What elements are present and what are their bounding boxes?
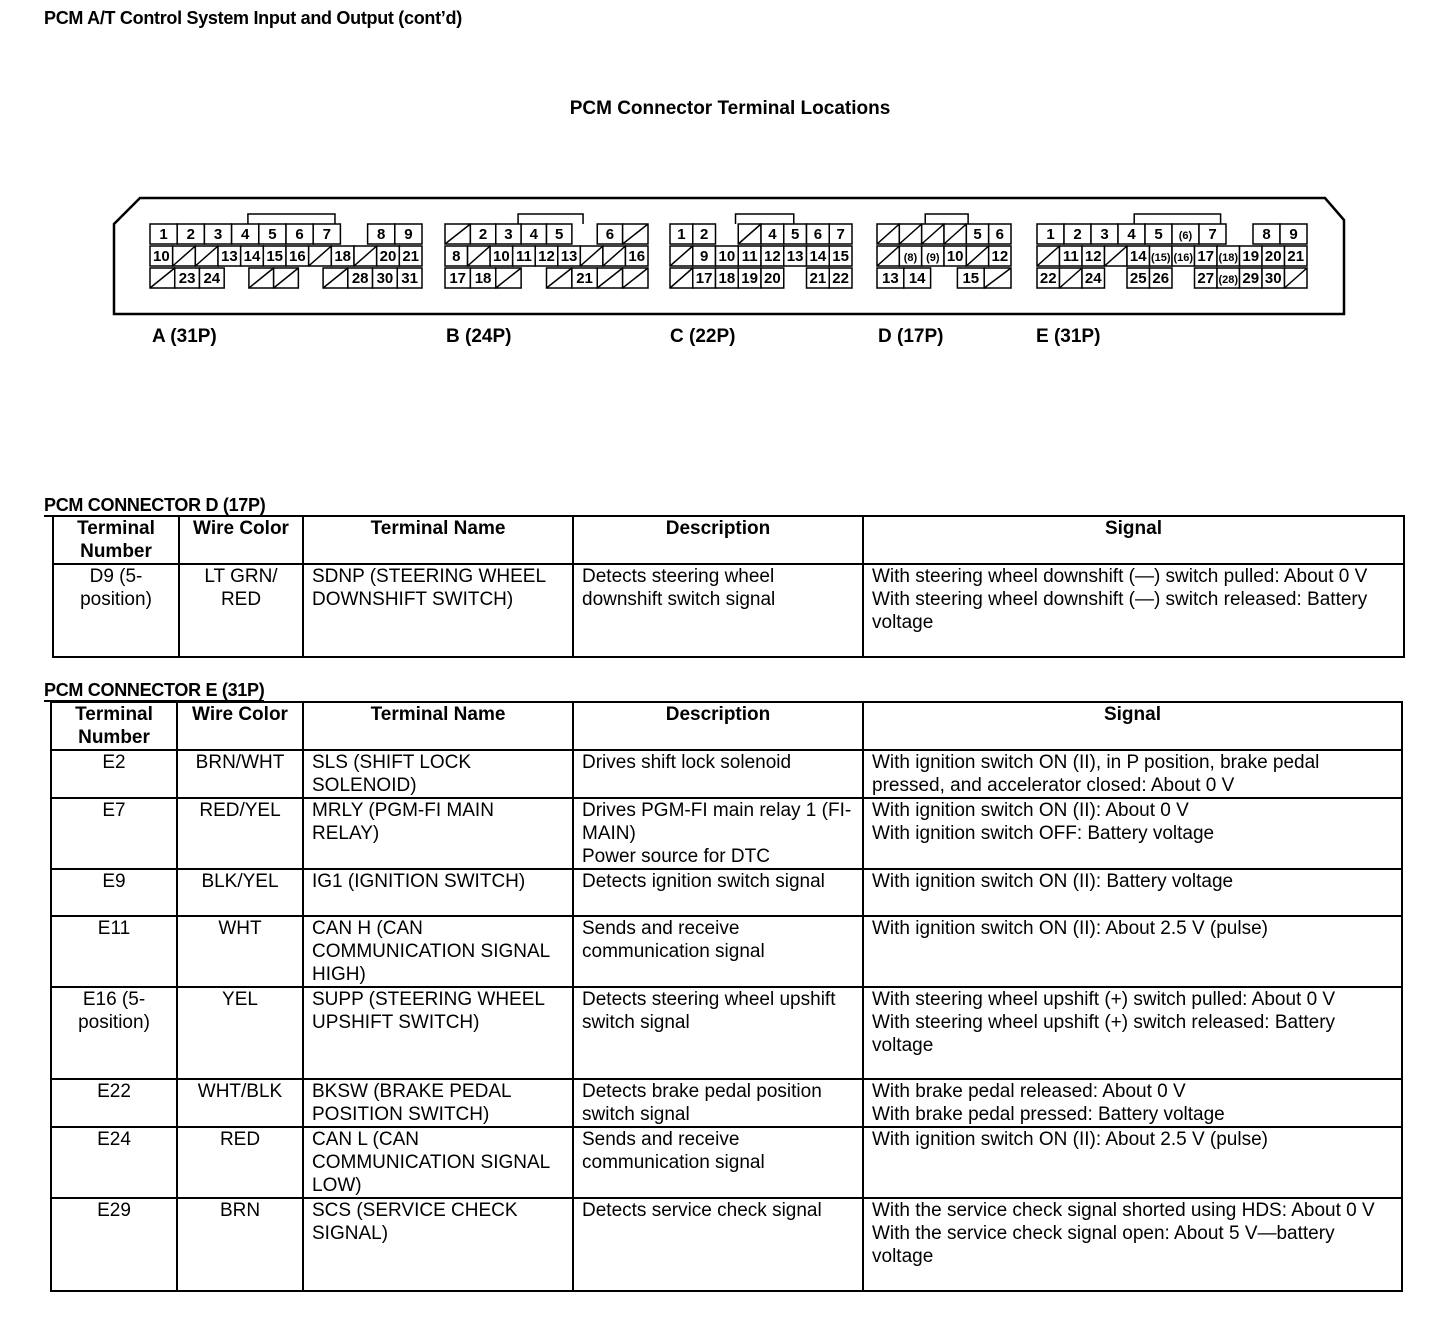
pin-cell	[807, 246, 830, 266]
pin-cell	[513, 246, 536, 266]
svg-text:12: 12	[764, 248, 781, 265]
pin-cell	[1150, 246, 1173, 266]
signal: With steering wheel upshift (+) switch pulled: About 0 V With steering wheel upshift (+) switch released: Battery voltage	[863, 987, 1402, 1079]
header-terminal-name: Terminal Name	[303, 516, 573, 564]
signal: With ignition switch ON (II): About 2.5 V (pulse)	[863, 1127, 1402, 1198]
pin-cell	[716, 268, 739, 288]
svg-text:18: 18	[334, 248, 352, 265]
pin-blank	[984, 268, 1011, 288]
description: Detects service check signal	[573, 1198, 863, 1291]
wire-color: RED	[177, 1127, 303, 1198]
pin-blank	[309, 246, 332, 266]
terminal-number: E7	[51, 798, 177, 869]
pin-blank	[274, 268, 299, 288]
pin-cell	[738, 268, 761, 288]
signal: With ignition switch ON (II), in P position, brake pedal pressed, and accelerator closed: About 0 V	[863, 750, 1402, 798]
terminal-number: E29	[51, 1198, 177, 1291]
pin-blank	[899, 224, 921, 244]
pin-cell	[625, 246, 648, 266]
pin-cell	[1037, 224, 1064, 244]
pin-cell	[377, 246, 400, 266]
connector-d-title: PCM CONNECTOR D (17P)	[44, 495, 266, 515]
pin-cell	[286, 224, 313, 244]
pin-cell	[829, 268, 852, 288]
svg-text:2: 2	[1073, 226, 1082, 243]
pin-cell	[368, 224, 395, 244]
svg-text:15: 15	[962, 270, 980, 287]
description: Detects brake pedal position switch signal	[573, 1079, 863, 1127]
pin-cell	[150, 224, 177, 244]
signal: With the service check signal shorted using HDS: About 0 V With the service check signal open: About 5 V—battery voltage	[863, 1198, 1402, 1291]
pin-cell	[693, 246, 716, 266]
pin-blank	[597, 268, 622, 288]
connector-diagram	[110, 192, 1350, 322]
svg-text:20: 20	[1264, 248, 1282, 265]
svg-text:17: 17	[449, 270, 467, 287]
terminal-name: MRLY (PGM-FI MAIN RELAY)	[303, 798, 573, 869]
svg-text:13: 13	[220, 248, 238, 265]
svg-text:11: 11	[741, 248, 758, 265]
svg-text:14: 14	[1129, 248, 1147, 265]
header-wire-color: Wire Color	[179, 516, 303, 564]
svg-text:21: 21	[1287, 248, 1305, 265]
svg-text:29: 29	[1242, 270, 1260, 287]
svg-text:(9): (9)	[926, 252, 940, 264]
svg-text:28: 28	[351, 270, 369, 287]
svg-text:13: 13	[786, 248, 804, 265]
description: Sends and receive communication signal	[573, 916, 863, 987]
svg-text:13: 13	[882, 270, 899, 287]
pin-cell	[989, 246, 1011, 266]
svg-text:5: 5	[790, 226, 800, 243]
svg-text:4: 4	[241, 226, 250, 243]
pin-cell	[1091, 224, 1118, 244]
svg-text:(16): (16)	[1173, 252, 1194, 264]
pin-blank	[1285, 268, 1308, 288]
pin-cell	[572, 268, 597, 288]
connector-d-label: D (17P)	[878, 326, 944, 347]
pin-cell	[331, 246, 354, 266]
pin-blank	[1037, 246, 1060, 266]
header-signal: Signal	[863, 516, 1404, 564]
pin-cell	[373, 268, 398, 288]
pin-cell	[177, 224, 204, 244]
svg-text:10: 10	[946, 248, 964, 265]
table-row	[51, 798, 1402, 869]
svg-text:4: 4	[1127, 226, 1136, 243]
svg-text:11: 11	[1062, 248, 1079, 265]
pin-blank	[354, 246, 377, 266]
connector-latch	[1134, 214, 1220, 224]
description: Detects steering wheel upshift switch signal	[573, 987, 863, 1079]
svg-text:19: 19	[741, 270, 758, 287]
pin-cell	[445, 246, 468, 266]
pin-cell	[1262, 246, 1285, 266]
svg-text:11: 11	[516, 248, 532, 265]
wire-color: BLK/YEL	[177, 869, 303, 916]
svg-text:7: 7	[836, 226, 845, 243]
pin-cell	[784, 246, 807, 266]
pin-cell	[496, 224, 521, 244]
svg-text:12: 12	[991, 248, 1009, 265]
description: Drives shift lock solenoid	[573, 750, 863, 798]
pin-blank	[966, 246, 988, 266]
svg-text:2: 2	[186, 226, 195, 243]
pin-cell	[807, 268, 830, 288]
terminal-name: BKSW (BRAKE PEDAL POSITION SWITCH)	[303, 1079, 573, 1127]
terminal-number: E22	[51, 1079, 177, 1127]
svg-text:22: 22	[832, 270, 849, 287]
pin-cell	[1172, 224, 1199, 244]
pin-cell	[535, 246, 558, 266]
pin-cell	[738, 246, 761, 266]
pin-cell	[693, 224, 716, 244]
pin-blank	[877, 224, 899, 244]
svg-text:10: 10	[493, 248, 510, 265]
pin-blank	[1060, 268, 1083, 288]
pin-cell	[1172, 246, 1195, 266]
table-row	[51, 1079, 1402, 1127]
svg-text:14: 14	[809, 248, 827, 265]
pin-cell	[1199, 224, 1226, 244]
svg-text:6: 6	[295, 226, 304, 243]
pin-cell	[784, 224, 807, 244]
pin-cell	[966, 224, 988, 244]
svg-text:5: 5	[973, 226, 982, 243]
pin-cell	[199, 268, 224, 288]
svg-text:23: 23	[178, 270, 196, 287]
svg-text:12: 12	[538, 248, 555, 265]
pin-cell	[957, 268, 984, 288]
svg-text:17: 17	[1197, 248, 1215, 265]
pin-cell	[1150, 268, 1173, 288]
svg-text:31: 31	[401, 270, 418, 287]
table-row	[51, 750, 1402, 798]
pin-cell	[313, 224, 340, 244]
svg-text:9: 9	[404, 226, 413, 243]
pin-blank	[468, 246, 491, 266]
pin-blank	[547, 268, 572, 288]
terminal-name: CAN L (CAN COMMUNICATION SIGNAL LOW)	[303, 1127, 573, 1198]
pin-cell	[670, 224, 693, 244]
svg-text:24: 24	[203, 270, 221, 287]
pin-blank	[738, 224, 761, 244]
terminal-number: E11	[51, 916, 177, 987]
wire-color: LT GRN/ RED	[179, 564, 303, 657]
svg-text:15: 15	[266, 248, 284, 265]
pin-cell	[150, 246, 173, 266]
pin-cell	[445, 268, 470, 288]
svg-text:20: 20	[379, 248, 397, 265]
header-terminal-number: Terminal Number	[51, 702, 177, 750]
pin-cell	[470, 224, 495, 244]
svg-text:22: 22	[1039, 270, 1057, 287]
pin-blank	[580, 246, 603, 266]
svg-text:21: 21	[402, 248, 420, 265]
svg-text:(18): (18)	[1218, 252, 1239, 264]
svg-text:14: 14	[243, 248, 261, 265]
table-header-row	[51, 702, 1402, 750]
connector-e-table	[50, 701, 1403, 1292]
header-terminal-number: Terminal Number	[53, 516, 179, 564]
svg-text:30: 30	[376, 270, 394, 287]
pin-cell	[1285, 246, 1308, 266]
pin-blank	[150, 268, 175, 288]
pin-cell	[989, 224, 1011, 244]
svg-text:4: 4	[768, 226, 777, 243]
svg-text:25: 25	[1129, 270, 1147, 287]
table-row	[51, 1127, 1402, 1198]
pin-cell	[241, 246, 264, 266]
pin-blank	[323, 268, 348, 288]
pin-cell	[877, 268, 904, 288]
terminal-number: E2	[51, 750, 177, 798]
connector-c-label: C (22P)	[670, 326, 736, 347]
svg-text:15: 15	[832, 248, 849, 265]
pin-cell	[1060, 246, 1083, 266]
connector-e-label: E (31P)	[1036, 326, 1101, 347]
svg-text:9: 9	[1289, 226, 1298, 243]
description: Drives PGM-FI main relay 1 (FI-MAIN) Power source for DTC	[573, 798, 863, 869]
pin-blank	[922, 224, 944, 244]
svg-text:18: 18	[474, 270, 492, 287]
pin-cell	[286, 246, 309, 266]
wire-color: BRN	[177, 1198, 303, 1291]
pin-cell	[1118, 224, 1145, 244]
signal: With ignition switch ON (II): About 2.5 V (pulse)	[863, 916, 1402, 987]
svg-text:20: 20	[764, 270, 781, 287]
connector-d-table	[52, 515, 1405, 658]
connector-locations-title: PCM Connector Terminal Locations	[569, 98, 891, 119]
description: Sends and receive communication signal	[573, 1127, 863, 1198]
pin-blank	[445, 224, 470, 244]
terminal-number: E9	[51, 869, 177, 916]
table-row	[51, 869, 1402, 916]
pin-cell	[807, 224, 830, 244]
svg-text:8: 8	[1262, 226, 1271, 243]
pin-cell	[1280, 224, 1307, 244]
svg-text:30: 30	[1264, 270, 1282, 287]
header-description: Description	[573, 702, 863, 750]
table-row	[51, 916, 1402, 987]
header-signal: Signal	[863, 702, 1402, 750]
svg-text:3: 3	[1100, 226, 1109, 243]
svg-text:6: 6	[995, 226, 1005, 243]
signal: With brake pedal released: About 0 V With brake pedal pressed: Battery voltage	[863, 1079, 1402, 1127]
pin-cell	[761, 268, 784, 288]
connector-latch	[518, 214, 583, 224]
pin-cell	[716, 246, 739, 266]
connector-b-label: B (24P)	[446, 326, 512, 347]
svg-text:(15): (15)	[1150, 252, 1171, 264]
svg-text:10: 10	[152, 248, 170, 265]
terminal-name: CAN H (CAN COMMUNICATION SIGNAL HIGH)	[303, 916, 573, 987]
svg-text:27: 27	[1197, 270, 1215, 287]
svg-text:16: 16	[628, 248, 646, 265]
pin-blank	[944, 224, 966, 244]
terminal-number: D9 (5-position)	[53, 564, 179, 657]
page-title: PCM A/T Control System Input and Output (cont’d)	[44, 8, 462, 28]
pin-cell	[521, 224, 546, 244]
svg-text:9: 9	[699, 248, 709, 265]
pin-cell	[922, 246, 944, 266]
terminal-name: SUPP (STEERING WHEEL UPSHIFT SWITCH)	[303, 987, 573, 1079]
svg-text:(28): (28)	[1218, 274, 1239, 286]
svg-text:13: 13	[560, 248, 578, 265]
pin-cell	[1217, 268, 1240, 288]
wire-color: YEL	[177, 987, 303, 1079]
pin-blank	[249, 268, 274, 288]
pin-cell	[399, 246, 422, 266]
svg-text:3: 3	[504, 226, 513, 243]
svg-text:5: 5	[555, 226, 564, 243]
svg-text:12: 12	[1084, 248, 1102, 265]
pin-blank	[173, 246, 196, 266]
pin-cell	[1037, 268, 1060, 288]
svg-text:16: 16	[288, 248, 306, 265]
pin-cell	[1253, 224, 1280, 244]
pin-cell	[761, 224, 784, 244]
pin-cell	[175, 268, 200, 288]
pin-cell	[761, 246, 784, 266]
svg-text:21: 21	[809, 270, 827, 287]
pin-cell	[1240, 246, 1263, 266]
pin-cell	[597, 224, 622, 244]
pin-cell	[1195, 246, 1218, 266]
pin-cell	[397, 268, 422, 288]
pin-blank	[670, 246, 693, 266]
pin-cell	[259, 224, 286, 244]
pin-cell	[1240, 268, 1263, 288]
svg-text:4: 4	[529, 226, 538, 243]
pin-cell	[348, 268, 373, 288]
connector-a-label: A (31P)	[152, 326, 217, 347]
pin-blank	[670, 268, 693, 288]
connector-latch	[248, 214, 335, 224]
svg-text:5: 5	[268, 226, 277, 243]
wire-color: RED/YEL	[177, 798, 303, 869]
wire-color: WHT/BLK	[177, 1079, 303, 1127]
terminal-name: SDNP (STEERING WHEEL DOWNSHIFT SWITCH)	[303, 564, 573, 657]
svg-text:1: 1	[677, 226, 686, 243]
svg-text:8: 8	[377, 226, 386, 243]
pin-blank	[195, 246, 218, 266]
pin-cell	[218, 246, 241, 266]
signal: With ignition switch ON (II): Battery voltage	[863, 869, 1402, 916]
pin-blank	[496, 268, 521, 288]
pin-cell	[263, 246, 286, 266]
connector-latch	[925, 214, 968, 224]
table-row	[51, 987, 1402, 1079]
svg-text:21: 21	[576, 270, 593, 287]
svg-text:14: 14	[908, 270, 926, 287]
pin-cell	[1217, 246, 1240, 266]
pin-cell	[490, 246, 513, 266]
svg-text:6: 6	[605, 226, 615, 243]
pin-cell	[204, 224, 231, 244]
pin-blank	[623, 268, 648, 288]
svg-text:2: 2	[478, 226, 488, 243]
connector-latch	[736, 214, 794, 224]
table-row	[51, 1198, 1402, 1291]
pin-cell	[1082, 268, 1105, 288]
pin-cell	[558, 246, 581, 266]
svg-text:7: 7	[322, 226, 331, 243]
signal: With ignition switch ON (II): About 0 V With ignition switch OFF: Battery voltage	[863, 798, 1402, 869]
svg-text:17: 17	[695, 270, 713, 287]
svg-text:18: 18	[718, 270, 736, 287]
pin-cell	[693, 268, 716, 288]
terminal-name: SLS (SHIFT LOCK SOLENOID)	[303, 750, 573, 798]
svg-text:1: 1	[1046, 226, 1055, 243]
header-terminal-name: Terminal Name	[303, 702, 573, 750]
terminal-number: E24	[51, 1127, 177, 1198]
svg-text:24: 24	[1084, 270, 1102, 287]
terminal-name: IG1 (IGNITION SWITCH)	[303, 869, 573, 916]
svg-text:26: 26	[1152, 270, 1170, 287]
terminal-number: E16 (5-position)	[51, 987, 177, 1079]
header-wire-color: Wire Color	[177, 702, 303, 750]
pin-cell	[395, 224, 422, 244]
pin-cell	[829, 246, 852, 266]
wire-color: WHT	[177, 916, 303, 987]
svg-text:2: 2	[699, 226, 709, 243]
wire-color: BRN/WHT	[177, 750, 303, 798]
connector-e-title: PCM CONNECTOR E (31P)	[44, 680, 265, 700]
signal: With steering wheel downshift (—) switch pulled: About 0 V With steering wheel downshift (—) switch released: Battery voltage	[863, 564, 1404, 657]
svg-text:3: 3	[213, 226, 223, 243]
table-header-row	[53, 516, 1404, 564]
pin-cell	[944, 246, 966, 266]
pin-blank	[603, 246, 626, 266]
pin-blank	[623, 224, 648, 244]
pin-cell	[1145, 224, 1172, 244]
svg-text:19: 19	[1242, 248, 1260, 265]
pin-cell	[899, 246, 921, 266]
header-description: Description	[573, 516, 863, 564]
pin-cell	[1082, 246, 1105, 266]
pin-blank	[877, 246, 899, 266]
pin-cell	[1195, 268, 1218, 288]
description: Detects steering wheel downshift switch signal	[573, 564, 863, 657]
pin-cell	[1127, 246, 1150, 266]
svg-text:8: 8	[452, 248, 461, 265]
pin-cell	[547, 224, 572, 244]
pin-cell	[904, 268, 931, 288]
svg-text:5: 5	[1154, 226, 1163, 243]
svg-text:10: 10	[718, 248, 736, 265]
pin-cell	[470, 268, 495, 288]
svg-text:1: 1	[159, 226, 168, 243]
terminal-name: SCS (SERVICE CHECK SIGNAL)	[303, 1198, 573, 1291]
pin-cell	[829, 224, 852, 244]
pin-cell	[1262, 268, 1285, 288]
svg-text:(6): (6)	[1178, 230, 1193, 242]
svg-text:7: 7	[1208, 226, 1217, 243]
pin-cell	[232, 224, 259, 244]
table-row	[53, 564, 1404, 657]
pin-cell	[1127, 268, 1150, 288]
pin-cell	[1064, 224, 1091, 244]
description: Detects ignition switch signal	[573, 869, 863, 916]
svg-text:(8): (8)	[903, 252, 918, 264]
svg-text:6: 6	[813, 226, 823, 243]
pin-blank	[1105, 246, 1128, 266]
